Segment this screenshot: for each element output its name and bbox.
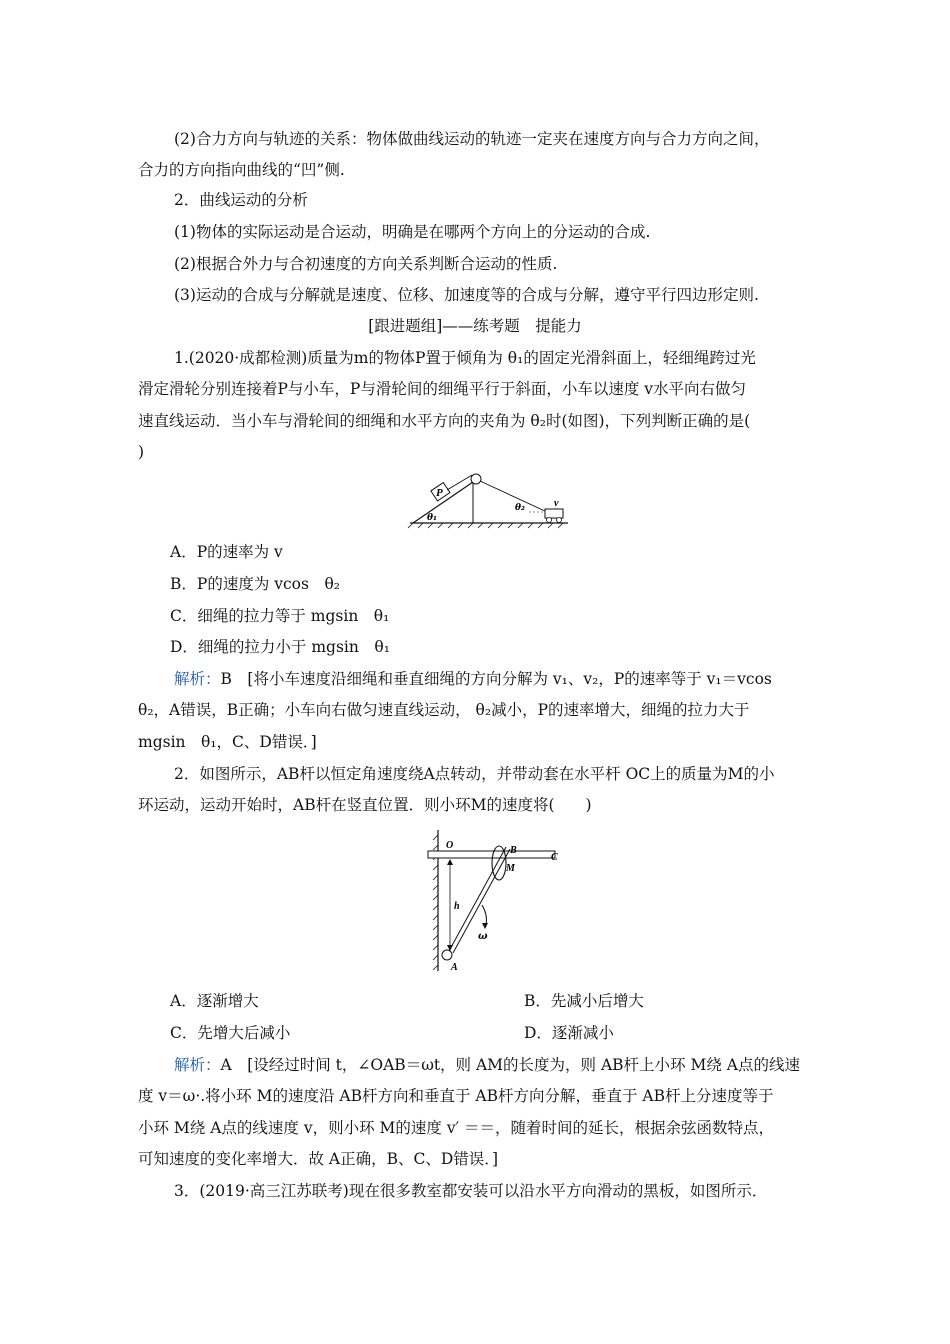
label-theta1: θ₁ [427, 513, 437, 523]
text-line: (1)物体的实际运动是合运动，明确是在哪两个方向上的分运动的合成. [174, 223, 651, 241]
answer-1-text: θ₂，A错误，B正确；小车向右做匀速直线运动， θ₂减小，P的速率增大，细绳的拉力大于 [138, 701, 750, 719]
label-P: P [436, 487, 443, 499]
option-C: C．先增大后减小 [170, 1024, 291, 1042]
answer-text: B [将小车速度沿细绳和垂直细绳的方向分解为 v₁、v₂，P的速率等于 v₁＝vcos [220, 670, 772, 688]
answer-2 [174, 1055, 800, 1075]
option-D: D．逐渐减小 [524, 1024, 614, 1042]
question-1-text: ) [138, 443, 145, 461]
question-2-text: 环运动，运动开始时，AB杆在竖直位置．则小环M的速度将( ) [138, 796, 592, 814]
answer-label: 解析： [174, 670, 221, 688]
label-omega: ω [478, 931, 488, 942]
answer-text: A [设经过时间 t，∠OAB＝ωt，则 AM的长度为，则 AB杆上小环 M绕 A点的线速 [220, 1056, 800, 1074]
question-2-text: 2．如图所示，AB杆以恒定角速度绕A点转动，并带动套在水平杆 OC上的质量为M的小 [174, 765, 775, 783]
label-B: B [510, 845, 517, 856]
text-line: (2)根据合外力与合初速度的方向关系判断合运动的性质. [174, 255, 558, 273]
text-line: (3)运动的合成与分解就是速度、位移、加速度等的合成与分解，遵守平行四边形定则. [174, 286, 759, 304]
option-C: C．细绳的拉力等于 mgsin θ₁ [170, 607, 390, 625]
label-h: h [454, 901, 460, 912]
answer-2-text: 小环 M绕 A点的线速度 v，则小环 M的速度 v′ ＝＝，随着时间的延长，根据余弦函数特点， [138, 1119, 775, 1137]
label-O: O [446, 840, 454, 851]
option-A: A．P的速率为 v [170, 543, 283, 561]
question-3-text: 3．(2019·高三江苏联考)现在很多教室都安装可以沿水平方向滑动的黑板，如图所示． [174, 1182, 768, 1200]
question-1-text: 滑定滑轮分别连接着P与小车，P与滑轮间的细绳平行于斜面，小车以速度 v水平向右做匀 [138, 380, 747, 398]
text-line: 2．曲线运动的分析 [174, 191, 308, 209]
option-D: D．细绳的拉力小于 mgsin θ₁ [170, 638, 390, 656]
label-M: M [506, 863, 515, 874]
question-1-text: 速直线运动．当小车与滑轮间的细绳和水平方向的夹角为 θ₂时(如图)，下列判断正确的是( [138, 412, 751, 430]
label-theta2: θ₂ [515, 503, 525, 513]
answer-2-text: 度 v＝ω·.将小环 M的速度沿 AB杆方向和垂直于 AB杆方向分解，垂直于 AB杆上分速度等于 [138, 1087, 774, 1105]
text-line: (2)合力方向与轨迹的关系：物体做曲线运动的轨迹一定夹在速度方向与合力方向之间， [174, 130, 770, 148]
answer-1 [174, 669, 772, 689]
section-heading: [跟进题组]——练考题 提能力 [368, 317, 582, 335]
rotating-rod-figure [420, 825, 570, 975]
label-A: A [451, 962, 458, 973]
option-B: B．先减小后增大 [524, 992, 644, 1010]
question-1-text: 1.(2020·成都检测)质量为m的物体P置于倾角为 θ₁的固定光滑斜面上，轻细绳跨过光 [174, 349, 756, 367]
option-A: A．逐渐增大 [170, 992, 259, 1010]
answer-1-text: mgsin θ₁，C、D错误．] [138, 733, 317, 751]
label-v: v [554, 498, 559, 509]
incline-pulley-figure [405, 468, 575, 530]
text-line: 合力的方向指向曲线的“凹”侧. [138, 161, 345, 179]
label-C: C [551, 852, 558, 863]
answer-2-text: 可知速度的变化率增大．故 A正确，B、C、D错误．] [138, 1150, 499, 1168]
option-B: B．P的速度为 vcos θ₂ [170, 575, 341, 593]
answer-label: 解析： [174, 1056, 221, 1074]
